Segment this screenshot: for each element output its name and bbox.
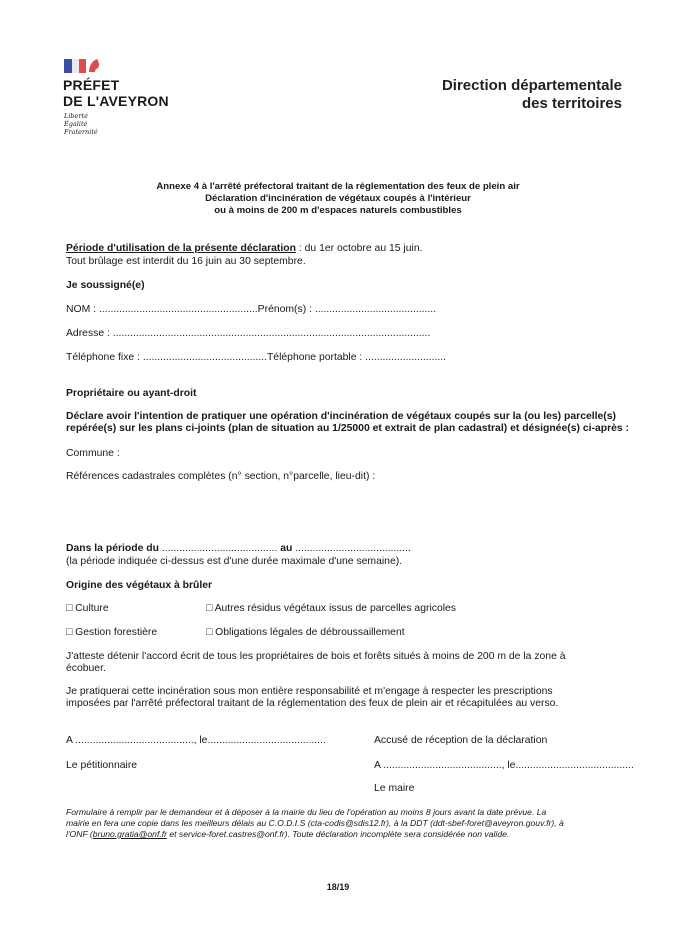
intent-line2: repérée(s) sur les plans ci-joints (plan de situation au 1/25000 et extrait de plan cadastral) et désignée(s) ci-après : (66, 423, 630, 434)
declaration-subtitle: ou à moins de 200 m d'espaces naturels combustibles (214, 205, 462, 216)
commune-field[interactable]: Commune : (66, 448, 120, 459)
period-note: (la période indiquée ci-dessus est d'une durée maximale d'une semaine). (66, 556, 403, 567)
footer-line1: Formulaire à remplir par le demandeur et à déposer à la mairie du lieu de l'opération au moins 8 jours avant la date prévue. La (66, 807, 547, 817)
origin-heading: Origine des végétaux à brûler (66, 580, 213, 591)
accuse-reception-label: Accusé de réception de la déclaration (374, 735, 548, 746)
period-forbidden: Tout brûlage est interdit du 16 juin au 30 septembre. (66, 256, 306, 267)
intent-line1: Déclare avoir l'intention de pratiquer une opération d'incinération de végétaux coupés sur la (ou les) parcelle(s) (66, 411, 617, 422)
maire-label: Le maire (374, 783, 415, 794)
au-dots: ........................................ (292, 543, 411, 554)
prefet-title-line1: PRÉFET (63, 77, 120, 93)
soussigne-heading: Je soussigné(e) (66, 280, 145, 291)
motto-egalite: Égalité (64, 120, 88, 128)
telephone-field[interactable]: Téléphone fixe : ...........................................Téléphone portable : ............................ (66, 352, 446, 363)
responsibility-line2: imposées par l'arrêté préfectoral traitant de la réglementation des feux de plein air et récapitulées au verso. (66, 698, 559, 709)
attest-line1: J'atteste détenir l'accord écrit de tous les propriétaires de bois et forêts situés à moins de 200 m de la zone à (66, 651, 566, 662)
footer-line3 (66, 829, 626, 840)
au-label: au (280, 543, 293, 554)
maire-place-date-field[interactable]: A ........................................., le......................................... (374, 760, 634, 771)
marianne-icon (87, 58, 101, 73)
responsibility-line1: Je pratiquerai cette incinération sous mon entière responsabilité et m'engage à respecter les prescriptions (66, 686, 553, 697)
period-line (66, 242, 423, 255)
period-range-field[interactable] (66, 542, 411, 555)
footer-line2: mairie en fera une copie dans les meilleurs délais au C.O.D.I.S (cta-codis@sdis12.fr), à la DDT (ddt-sbef-foret@aveyron.gouv.fr), à (66, 818, 564, 828)
nom-prenom-field[interactable]: NOM : .......................................................Prénom(s) : .......................................... (66, 304, 437, 315)
declaration-title: Déclaration d'incinération de végétaux coupés à l'intérieur (205, 193, 471, 204)
annex-title: Annexe 4 à l'arrêté préfectoral traitant de la réglementation des feux de plein air (156, 181, 520, 192)
page-number: 18/19 (326, 882, 350, 892)
prefet-title-line2: DE L'AVEYRON (63, 93, 169, 109)
checkbox-culture[interactable]: □ Culture (66, 603, 109, 614)
checkbox-debroussaillement[interactable]: □ Obligations légales de débroussaillement (206, 627, 405, 638)
dans-label: Dans la période du (66, 543, 159, 554)
onf-email-link[interactable]: bruno.gratia@onf.fr (92, 829, 167, 839)
direction-title-line1: Direction départementale (441, 77, 622, 94)
petitionnaire-place-date-field[interactable]: A ........................................., le......................................... (66, 735, 326, 746)
direction-title-line2: des territoires (521, 95, 622, 112)
motto-fraternite: Fraternité (64, 128, 98, 136)
footer-line3-end: et service-foret.castres@onf.fr). Toute déclaration incomplète sera considérée non valide. (166, 829, 510, 839)
cadastral-references-field[interactable]: Références cadastrales complètes (n° section, n°parcelle, lieu-dit) : (66, 471, 376, 482)
footer-line3-start: l'ONF ( (66, 829, 93, 839)
dans-dots: ........................................ (158, 543, 278, 554)
attest-line2: écobuer. (66, 663, 106, 674)
republic-flag-logo (64, 59, 86, 73)
checkbox-autres-residus[interactable]: □ Autres résidus végétaux issus de parcelles agricoles (206, 603, 457, 614)
period-label: Période d'utilisation de la présente déclaration (66, 243, 296, 254)
petitionnaire-label: Le pétitionnaire (66, 760, 138, 771)
checkbox-gestion-forestiere[interactable]: □ Gestion forestière (66, 627, 158, 638)
adresse-field[interactable]: Adresse : .............................................................................................................. (66, 328, 431, 339)
period-value: : du 1er octobre au 15 juin. (295, 243, 423, 254)
motto-liberte: Liberté (64, 112, 88, 120)
owner-label: Propriétaire ou ayant-droit (66, 388, 197, 399)
